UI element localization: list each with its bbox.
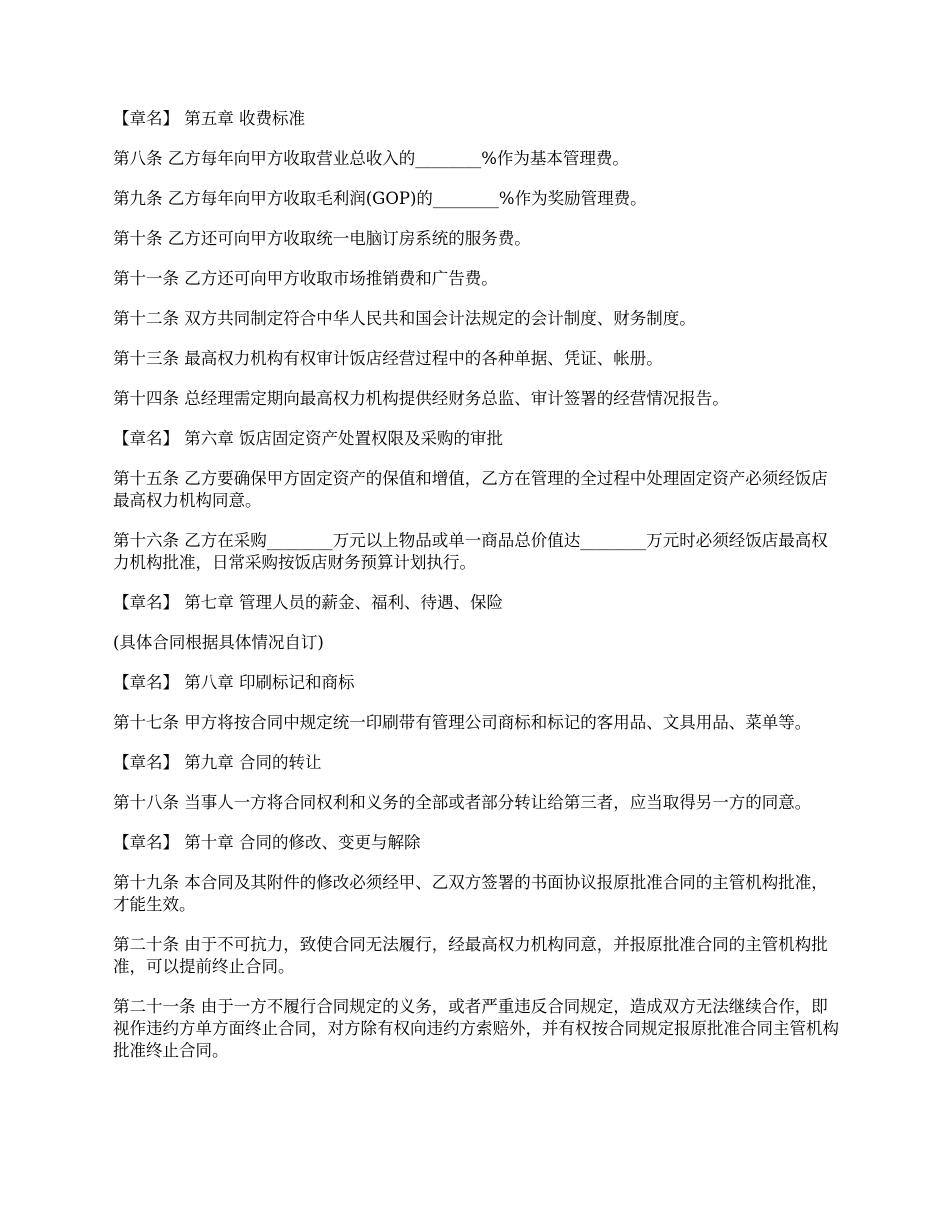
article-15: 第十五条 乙方要确保甲方固定资产的保值和增值，乙方在管理的全过程中处理固定资产必须经饭店最高权力机构同意。 (113, 469, 828, 510)
article-9: 第九条 乙方每年向甲方收取毛利润(GOP)的________%作为奖励管理费。 (113, 189, 647, 208)
article-12: 第十二条 双方共同制定符合中华人民共和国会计法规定的会计制度、财务制度。 (113, 309, 696, 328)
chapter-heading-7: 【章名】 第七章 管理人员的薪金、福利、待遇、保险 (113, 593, 503, 612)
article-19: 第十九条 本合同及其附件的修改必须经甲、乙双方签署的书面协议报原批准合同的主管机构批准，才能生效。 (113, 873, 828, 914)
article-10: 第十条 乙方还可向甲方收取统一电脑订房系统的服务费。 (113, 229, 531, 248)
article-20: 第二十条 由于不可抗力，致使合同无法履行，经最高权力机构同意，并报原批准合同的主管机构批准，可以提前终止合同。 (113, 935, 828, 976)
article-17: 第十七条 甲方将按合同中规定统一印刷带有管理公司商标和标记的客用品、文具用品、菜单等。 (113, 713, 812, 732)
chapter-heading-8: 【章名】 第八章 印刷标记和商标 (113, 673, 355, 692)
article-8: 第八条 乙方每年向甲方收取营业总收入的________%作为基本管理费。 (113, 149, 629, 168)
article-21: 第二十一条 由于一方不履行合同规定的义务，或者严重违反合同规定，造成双方无法继续合作，即视作违约方单方面终止合同，对方除有权向违约方索赔外，并有权按合同规定报原批准合同主管机构批准终止合同。 (113, 997, 839, 1060)
article-16: 第十六条 乙方在采购________万元以上物品或单一商品总价值达________万元时必须经饭店最高权力机构批准，日常采购按饭店财务预算计划执行。 (113, 531, 828, 572)
chapter-heading-9: 【章名】 第九章 合同的转让 (113, 753, 322, 772)
chapter-7-note: (具体合同根据具体情况自订) (113, 633, 324, 652)
article-13: 第十三条 最高权力机构有权审计饭店经营过程中的各种单据、凭证、帐册。 (113, 349, 663, 368)
document-page (113, 108, 839, 1080)
chapter-heading-5: 【章名】 第五章 收费标准 (113, 109, 305, 128)
article-14: 第十四条 总经理需定期向最高权力机构提供经财务总监、审计签署的经营情况报告。 (113, 389, 729, 408)
chapter-heading-6: 【章名】 第六章 饭店固定资产处置权限及采购的审批 (113, 429, 503, 448)
article-11: 第十一条 乙方还可向甲方收取市场推销费和广告费。 (113, 269, 498, 288)
chapter-heading-10: 【章名】 第十章 合同的修改、变更与解除 (113, 833, 421, 852)
article-18: 第十八条 当事人一方将合同权利和义务的全部或者部分转让给第三者，应当取得另一方的同意。 (113, 793, 812, 812)
